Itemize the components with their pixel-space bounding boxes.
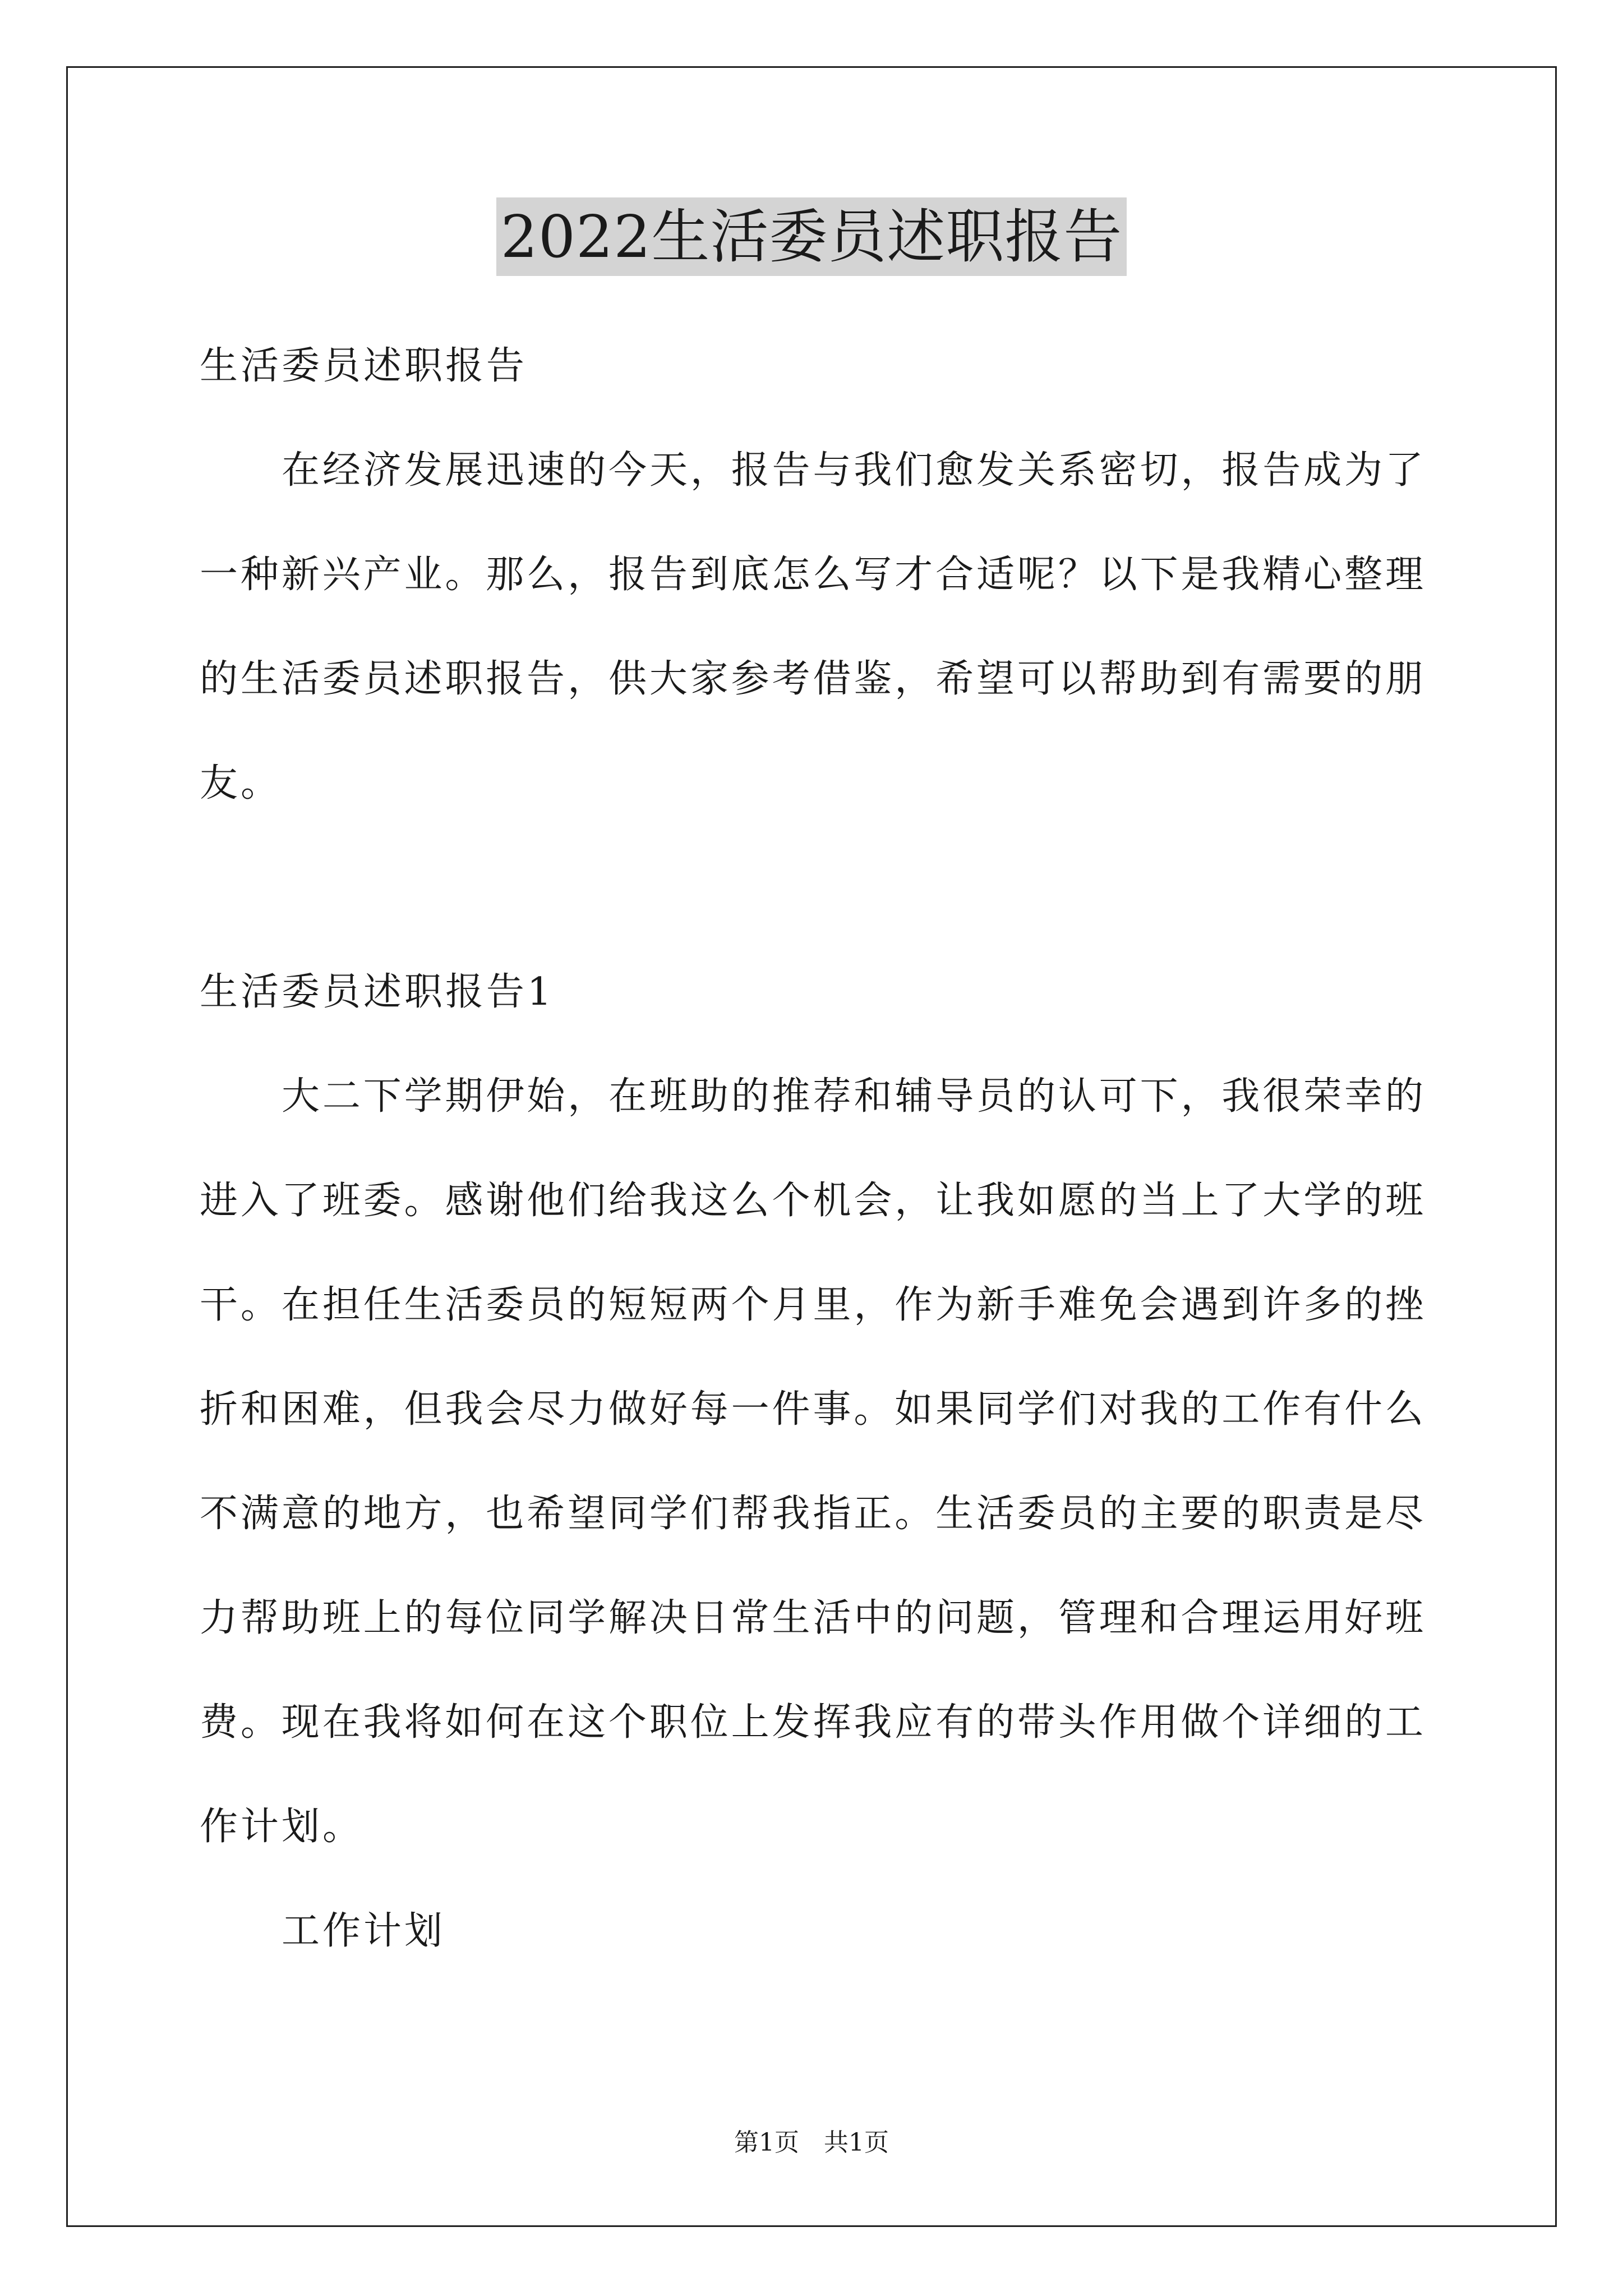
document-title: 2022生活委员述职报告 bbox=[496, 197, 1127, 276]
paragraph-line: 干。在担任生活委员的短短两个月里，作为新手难免会遇到许多的挫 bbox=[200, 1283, 1423, 1327]
paragraph-line: 力帮助班上的每位同学解决日常生活中的问题，管理和合理运用好班 bbox=[200, 1596, 1423, 1640]
document-body bbox=[200, 314, 1423, 1984]
page-footer: 第1页 共1页 bbox=[734, 2128, 889, 2157]
paragraph-line: 费。现在我将如何在这个职位上发挥我应有的带头作用做个详细的工 bbox=[200, 1700, 1423, 1745]
paragraph-line: 大二下学期伊始，在班助的推荐和辅导员的认可下，我很荣幸的 bbox=[282, 1074, 1423, 1119]
paragraph-line: 不满意的地方，也希望同学们帮我指正。生活委员的主要的职责是尽 bbox=[200, 1492, 1423, 1536]
spacer bbox=[200, 836, 1423, 940]
subheading: 工作计划 bbox=[282, 1909, 446, 1953]
section-heading: 生活委员述职报告 bbox=[200, 344, 528, 388]
paragraph-line: 一种新兴产业。那么，报告到底怎么写才合适呢？以下是我精心整理 bbox=[200, 553, 1423, 597]
paragraph-line: 友。 bbox=[200, 761, 282, 806]
section-heading: 生活委员述职报告1 bbox=[200, 970, 555, 1014]
paragraph-line: 的生活委员述职报告，供大家参考借鉴，希望可以帮助到有需要的朋 bbox=[200, 657, 1423, 701]
paragraph-line: 作计划。 bbox=[200, 1805, 364, 1849]
title-container bbox=[0, 197, 1623, 276]
paragraph-line: 进入了班委。感谢他们给我这么个机会，让我如愿的当上了大学的班 bbox=[200, 1179, 1423, 1223]
paragraph-line: 折和困难，但我会尽力做好每一件事。如果同学们对我的工作有什么 bbox=[200, 1387, 1423, 1432]
paragraph-line: 在经济发展迅速的今天，报告与我们愈发关系密切，报告成为了 bbox=[282, 448, 1423, 493]
